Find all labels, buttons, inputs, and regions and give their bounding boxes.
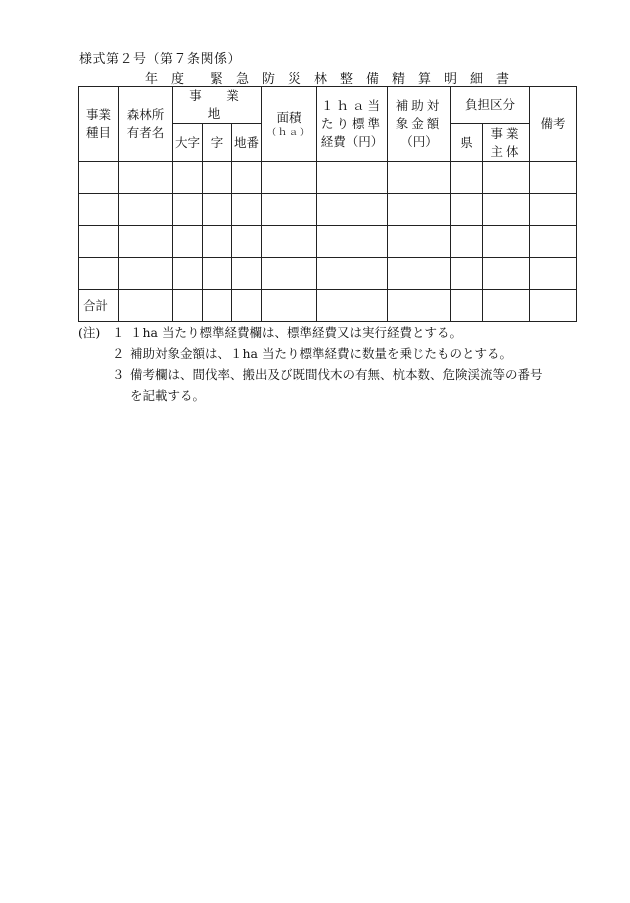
header-owner: 森林所 有者名 bbox=[119, 87, 173, 162]
cell-entity[interactable] bbox=[483, 258, 530, 290]
table-row bbox=[79, 258, 577, 290]
header-burden-entity: 事業 主体 bbox=[483, 124, 530, 162]
cell-chiban[interactable] bbox=[232, 194, 262, 226]
cell-area[interactable] bbox=[262, 226, 317, 258]
header-location-oaza: 大字 bbox=[173, 124, 203, 162]
table-row bbox=[79, 226, 577, 258]
cell-prefecture[interactable] bbox=[451, 226, 483, 258]
settlement-table bbox=[78, 86, 577, 322]
cell-subsidy[interactable] bbox=[388, 162, 451, 194]
cell-aza[interactable] bbox=[203, 258, 232, 290]
form-label: 様式第２号（第７条関係） bbox=[79, 52, 242, 67]
note-item-3 bbox=[78, 364, 558, 406]
cell-oaza[interactable] bbox=[173, 258, 203, 290]
header-location-aza: 字 bbox=[203, 124, 232, 162]
total-remarks[interactable] bbox=[530, 290, 577, 322]
cell-area[interactable] bbox=[262, 258, 317, 290]
cell-oaza[interactable] bbox=[173, 226, 203, 258]
header-remarks: 備考 bbox=[530, 87, 577, 162]
cell-prefecture[interactable] bbox=[451, 162, 483, 194]
cell-remarks[interactable] bbox=[530, 258, 577, 290]
header-location-chiban: 地番 bbox=[232, 124, 262, 162]
cell-business-type[interactable] bbox=[79, 194, 119, 226]
cell-chiban[interactable] bbox=[232, 162, 262, 194]
note-continuation: を記載する。 bbox=[130, 388, 206, 403]
total-subsidy[interactable] bbox=[388, 290, 451, 322]
table-row bbox=[79, 162, 577, 194]
cell-entity[interactable] bbox=[483, 162, 530, 194]
note-number: １ bbox=[112, 325, 125, 340]
cell-owner[interactable] bbox=[119, 194, 173, 226]
cell-area[interactable] bbox=[262, 194, 317, 226]
header-subsidy-amount: 補助対 象金額 （円） bbox=[388, 87, 451, 162]
header-burden-prefecture: 県 bbox=[451, 124, 483, 162]
cell-standard-cost[interactable] bbox=[317, 258, 388, 290]
header-standard-cost: １ｈａ当 たり標準 経費（円） bbox=[317, 87, 388, 162]
note-text: 補助対象金額は、１ha 当たり標準経費に数量を乗じたものとする。 bbox=[130, 346, 512, 361]
header-business-type: 事業 種目 bbox=[79, 87, 119, 162]
cell-aza[interactable] bbox=[203, 226, 232, 258]
total-oaza[interactable] bbox=[173, 290, 203, 322]
cell-prefecture[interactable] bbox=[451, 258, 483, 290]
cell-prefecture[interactable] bbox=[451, 194, 483, 226]
cell-owner[interactable] bbox=[119, 162, 173, 194]
total-area[interactable] bbox=[262, 290, 317, 322]
cell-standard-cost[interactable] bbox=[317, 226, 388, 258]
cell-remarks[interactable] bbox=[530, 226, 577, 258]
cell-standard-cost[interactable] bbox=[317, 162, 388, 194]
cell-oaza[interactable] bbox=[173, 194, 203, 226]
cell-owner[interactable] bbox=[119, 258, 173, 290]
total-entity[interactable] bbox=[483, 290, 530, 322]
cell-business-type[interactable] bbox=[79, 226, 119, 258]
total-owner[interactable] bbox=[119, 290, 173, 322]
header-location-group: 事 業 地 bbox=[173, 87, 262, 124]
total-standard-cost[interactable] bbox=[317, 290, 388, 322]
note-number: ２ bbox=[112, 346, 125, 361]
note-number: ３ bbox=[112, 367, 125, 382]
cell-subsidy[interactable] bbox=[388, 226, 451, 258]
cell-business-type[interactable] bbox=[79, 258, 119, 290]
note-item-2 bbox=[78, 343, 558, 364]
total-chiban[interactable] bbox=[232, 290, 262, 322]
cell-entity[interactable] bbox=[483, 194, 530, 226]
cell-standard-cost[interactable] bbox=[317, 194, 388, 226]
note-text: １ha 当たり標準経費欄は、標準経費又は実行経費とする。 bbox=[130, 325, 462, 340]
total-aza[interactable] bbox=[203, 290, 232, 322]
cell-remarks[interactable] bbox=[530, 162, 577, 194]
notes-section bbox=[78, 322, 558, 406]
note-item-1 bbox=[78, 322, 558, 343]
cell-oaza[interactable] bbox=[173, 162, 203, 194]
cell-business-type[interactable] bbox=[79, 162, 119, 194]
document-title: 年 度 緊 急 防 災 林 整 備 精 算 明 細 書 bbox=[145, 72, 510, 87]
table-row bbox=[79, 194, 577, 226]
cell-chiban[interactable] bbox=[232, 226, 262, 258]
cell-chiban[interactable] bbox=[232, 258, 262, 290]
cell-subsidy[interactable] bbox=[388, 194, 451, 226]
cell-remarks[interactable] bbox=[530, 194, 577, 226]
cell-area[interactable] bbox=[262, 162, 317, 194]
header-area: 面積 （ｈａ） bbox=[262, 87, 317, 162]
total-row bbox=[79, 290, 577, 322]
cell-entity[interactable] bbox=[483, 226, 530, 258]
cell-aza[interactable] bbox=[203, 162, 232, 194]
total-label: 合計 bbox=[79, 290, 119, 322]
note-text: 備考欄は、間伐率、搬出及び既間伐木の有無、杭本数、危険渓流等の番号 bbox=[130, 367, 543, 382]
cell-aza[interactable] bbox=[203, 194, 232, 226]
total-prefecture[interactable] bbox=[451, 290, 483, 322]
header-burden-group: 負担区分 bbox=[451, 87, 530, 124]
cell-owner[interactable] bbox=[119, 226, 173, 258]
notes-prefix: (注) bbox=[78, 325, 101, 340]
cell-subsidy[interactable] bbox=[388, 258, 451, 290]
